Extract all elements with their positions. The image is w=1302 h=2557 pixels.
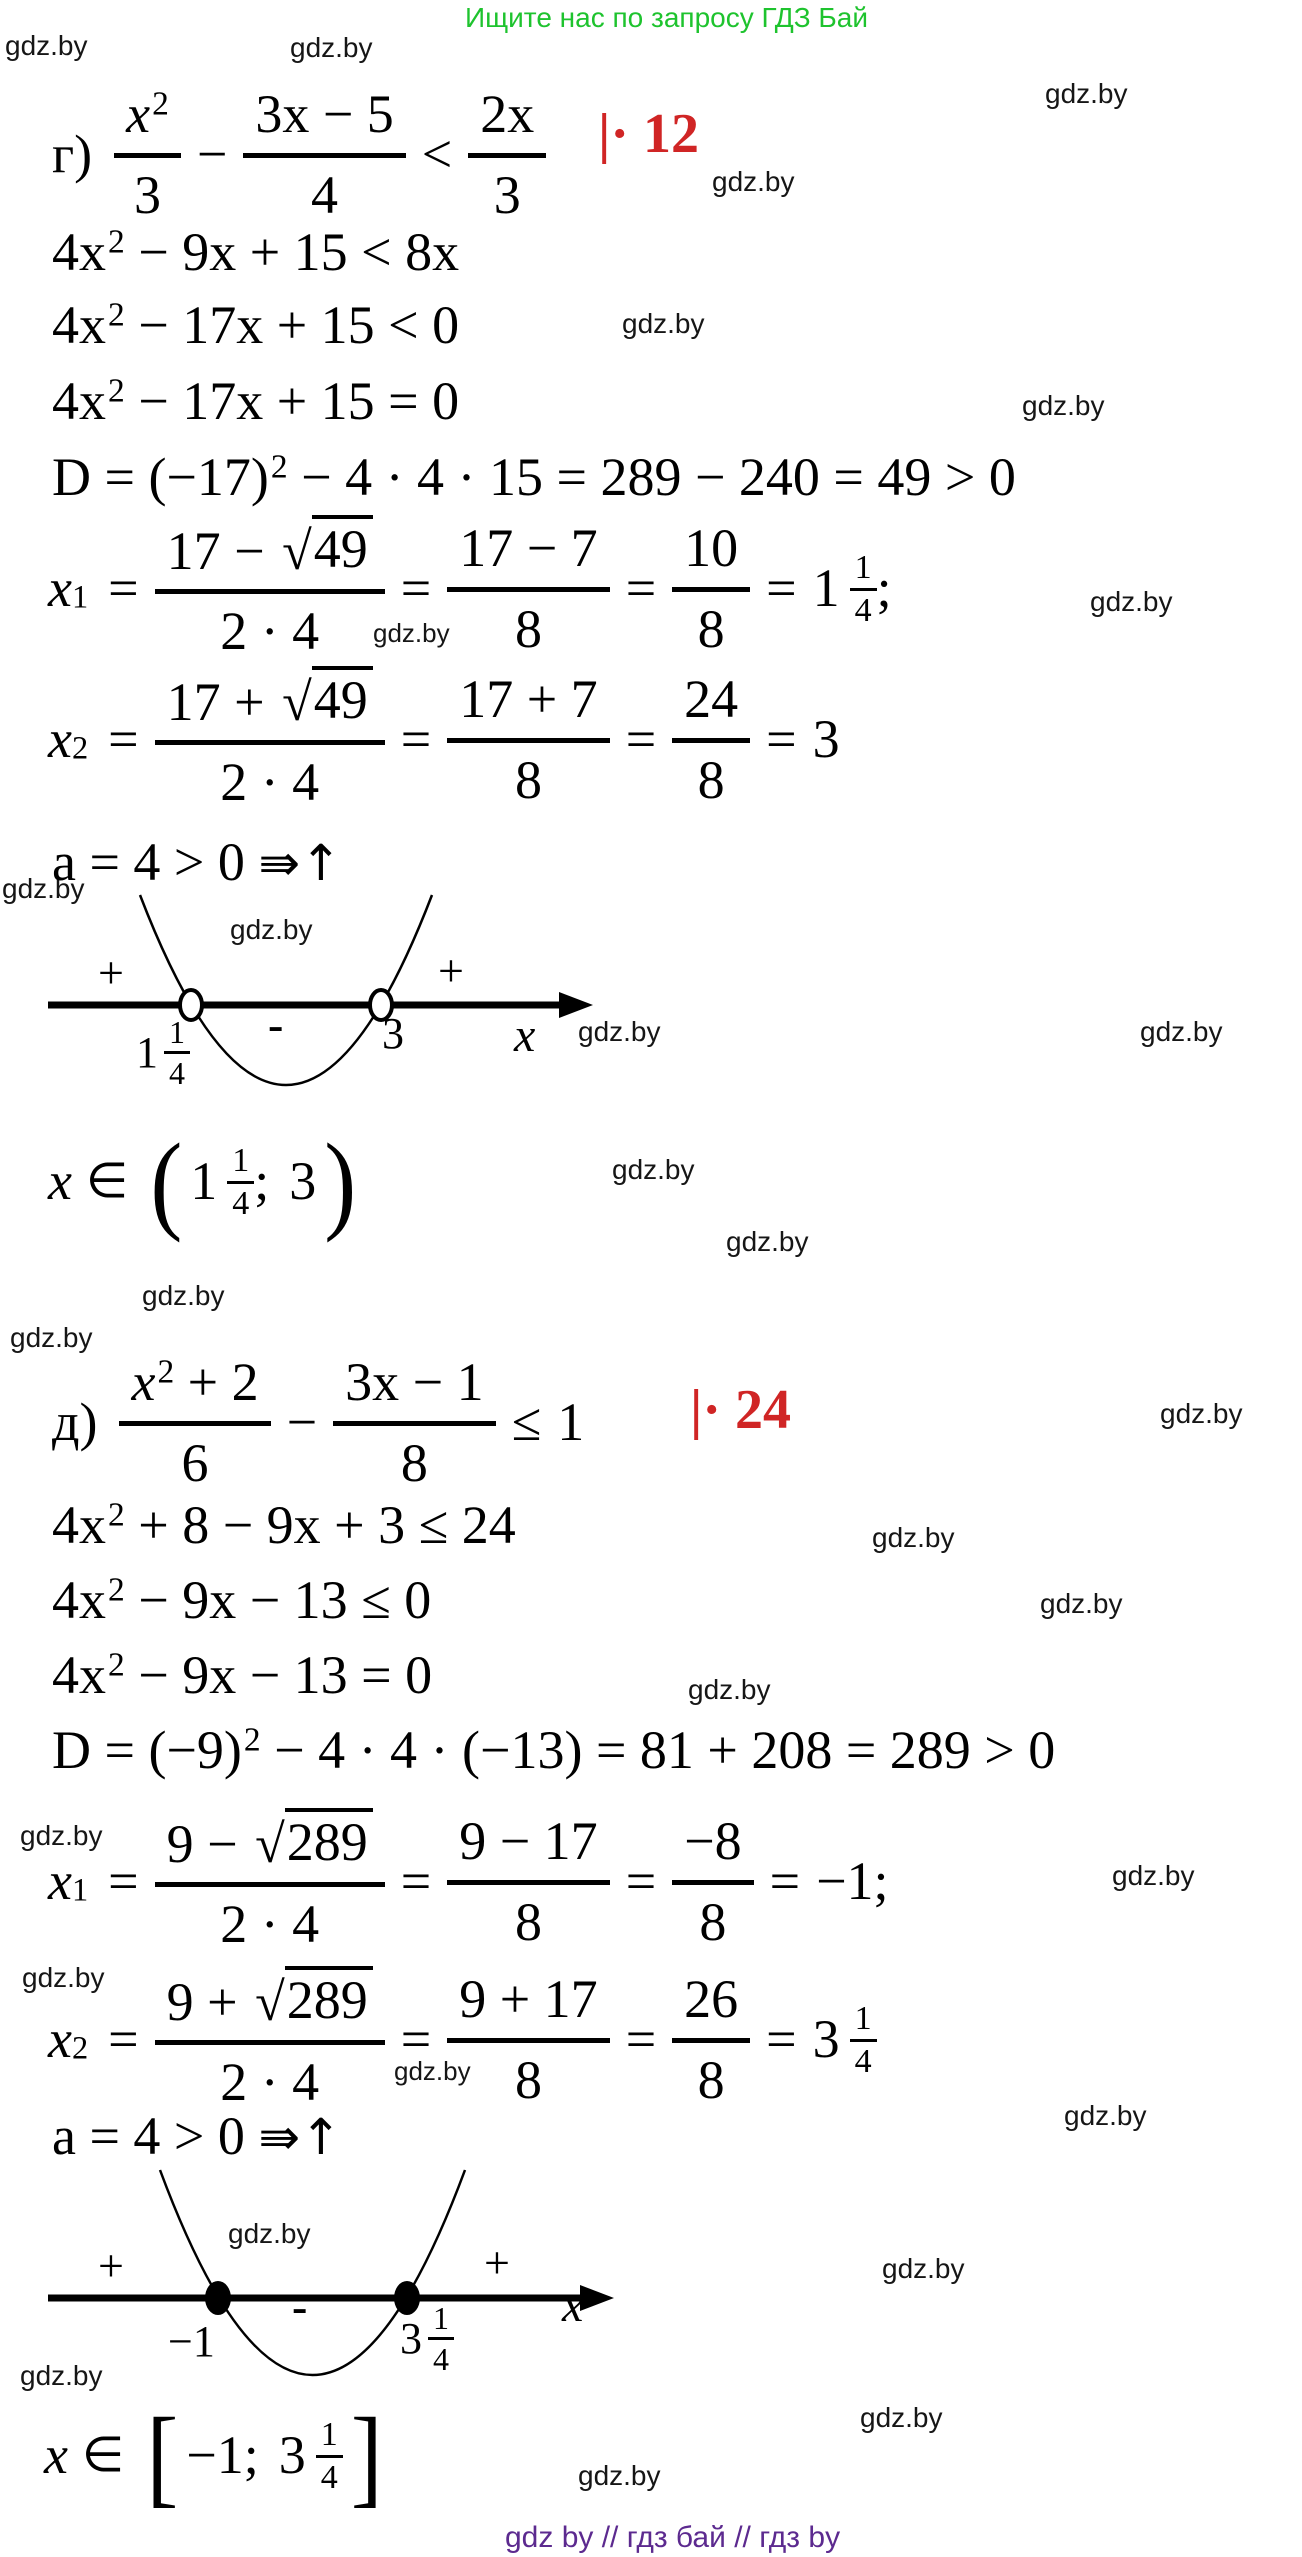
element-of-symbol: ∈ <box>81 2427 125 2484</box>
g-label: г) <box>52 124 93 185</box>
minus-op: − <box>196 124 228 185</box>
d-fraction-1: $\frac{x2 + 2}{6}$ <box>119 1353 270 1493</box>
d-step-inequality: 4x2 − 9x − 13 ≤ 0 <box>52 1570 432 1630</box>
d-multiply-annotation: |· 24 <box>690 1379 792 1441</box>
mixed-fraction: 1 4 <box>316 2418 343 2495</box>
gdz-watermark: gdz.by <box>142 1280 225 1311</box>
g-root-left-label: 1 1 4 <box>136 1016 190 1089</box>
gdz-watermark: gdz.by <box>578 2460 661 2491</box>
g-plus-right: + <box>438 945 464 996</box>
g-x2-line: x 2 = $\frac{17 + √49}{2 \cdot 4}$ = $\frac{17 + 7}{8}$ = $\frac{24}{8}$ = 3 <box>48 666 840 814</box>
gdz-watermark: gdz.by <box>688 1674 771 1705</box>
g-root-right-label: 3 <box>382 1009 404 1058</box>
d-parabola-direction: a = 4 > 0 ⇛↑ <box>52 2106 342 2166</box>
gdz-watermark: gdz.by <box>1140 1016 1223 1047</box>
g-minus-zone: - <box>268 999 284 1050</box>
radical-sign: √ <box>255 1971 285 2032</box>
g-multiply-annotation: |· 12 <box>598 103 700 165</box>
close-bracket: ] <box>350 2393 383 2517</box>
gdz-watermark: gdz.by <box>872 1522 955 1553</box>
d-answer: x ∈ [ −1 ; 3 1 4 ] <box>44 2393 383 2517</box>
element-of-symbol: ∈ <box>85 1153 129 1210</box>
d-x1-line: x 1 = $\frac{9 - √289}{2 \cdot 4}$ = $\frac{9 - 17}{8}$ = $\frac{-8}{8}$ = −1; <box>48 1808 889 1956</box>
gdz-watermark: gdz.by <box>1064 2100 1147 2131</box>
mixed-fraction: 1 4 <box>850 551 877 628</box>
d-step-equation: 4x2 − 9x − 13 = 0 <box>52 1645 433 1705</box>
gdz-watermark: gdz.by <box>10 1322 93 1353</box>
gdz-watermark: gdz.by <box>22 1962 105 1993</box>
gdz-watermark: gdz.by <box>5 30 88 61</box>
g-sign-diagram <box>30 890 650 1110</box>
d-discriminant-line: D = (−9)2 − 4 · 4 · (−13) = 81 + 208 = 289 > 0 <box>52 1720 1056 1780</box>
g-plus-left: + <box>98 947 124 998</box>
gdz-watermark: gdz.by <box>1160 1398 1243 1429</box>
g-discriminant-line: D = (−17)2 − 4 · 4 · 15 = 289 − 240 = 49 > 0 <box>52 447 1016 507</box>
g-step-inequality: 4x2 − 17x + 15 < 0 <box>52 295 460 355</box>
gdz-watermark: gdz.by <box>1045 78 1128 109</box>
close-paren: ) <box>324 1119 357 1243</box>
g-fraction-1: $\frac{x2}{3}$ <box>114 85 181 225</box>
gdz-watermark: gdz.by <box>622 308 705 339</box>
gdz-watermark: gdz.by <box>373 618 450 648</box>
radical-sign: √ <box>282 671 312 732</box>
g-parabola-direction: a = 4 > 0 ⇛↑ <box>52 832 342 892</box>
d-inequality-line: д) $\frac{x2 + 2}{6}$ − $\frac{3x - 1}{8}$ ≤ 1 <box>52 1352 585 1493</box>
open-paren: ( <box>150 1119 183 1243</box>
implies-up-arrow: ⇛↑ <box>258 834 342 892</box>
minus-op: − <box>286 1392 318 1453</box>
implies-up-arrow: ⇛↑ <box>258 2108 342 2166</box>
gdz-watermark: gdz.by <box>230 914 313 945</box>
axis-arrowhead <box>580 2285 614 2311</box>
d-fraction-2: $\frac{3x - 1}{8}$ <box>333 1353 495 1493</box>
g-step-expand: 4x2 − 9x + 15 < 8x <box>52 222 460 282</box>
filled-root-marker <box>205 2281 231 2315</box>
d-axis-label: x <box>562 2279 584 2332</box>
radical-sign: √ <box>282 520 312 581</box>
mixed-fraction: 1 4 <box>227 1144 254 1221</box>
gdz-watermark: gdz.by <box>228 2218 311 2249</box>
gdz-watermark: gdz.by <box>1040 1588 1123 1619</box>
d-label: д) <box>52 1392 98 1453</box>
less-than-op: < <box>421 124 453 185</box>
axis-arrowhead <box>559 992 593 1018</box>
d-plus-right: + <box>484 2237 510 2288</box>
gdz-watermark: gdz.by <box>20 1820 103 1851</box>
promo-banner: Ищите нас по запросу ГДЗ Бай <box>465 2 869 33</box>
g-inequality-line <box>52 80 546 230</box>
g-fraction-3: $\frac{2x}{3}$ <box>468 85 546 225</box>
g-x1-line: x 1 = $\frac{17 - √49}{2 \cdot 4}$ = $\frac{17 - 7}{8}$ = $\frac{10}{8}$ = 1 1 4 ; <box>48 515 892 663</box>
gdz-watermark: gdz.by <box>1112 1860 1195 1891</box>
gdz-watermark: gdz.by <box>20 2360 103 2391</box>
gdz-watermark: gdz.by <box>726 1226 809 1257</box>
gdz-watermark: gdz.by <box>578 1016 661 1047</box>
g-answer: x ∈ ( 1 1 4 ; 3 ) <box>48 1119 357 1243</box>
gdz-watermark: gdz.by <box>612 1154 695 1185</box>
d-x2-line: x 2 = $\frac{9 + √289}{2 \cdot 4}$ = $\frac{9 + 17}{8}$ = $\frac{26}{8}$ = 3 1 4 <box>48 1966 877 2114</box>
d-minus-zone: - <box>292 2281 308 2332</box>
gdz-watermark: gdz.by <box>1090 586 1173 617</box>
gdz-watermark: gdz.by <box>712 166 795 197</box>
d-plus-left: + <box>98 2240 124 2291</box>
d-root-right-label: 3 1 4 <box>400 2302 454 2375</box>
g-step-equation: 4x2 − 17x + 15 = 0 <box>52 371 460 431</box>
gdz-watermark: gdz.by <box>290 32 373 63</box>
d-step-expand: 4x2 + 8 − 9x + 3 ≤ 24 <box>52 1495 516 1555</box>
g-fraction-2: $\frac{3x - 5}{4}$ <box>243 85 405 225</box>
g-axis-label: x <box>514 1009 536 1062</box>
gdz-watermark: gdz.by <box>860 2402 943 2433</box>
open-bracket: [ <box>146 2393 179 2517</box>
gdz-watermark: gdz.by <box>394 2056 471 2086</box>
radical-sign: √ <box>255 1813 285 1874</box>
gdz-watermark: gdz.by <box>1022 390 1105 421</box>
mixed-fraction: 1 4 <box>850 2002 877 2079</box>
leq-op: ≤ <box>511 1392 542 1453</box>
gdz-watermark: gdz.by <box>2 873 85 904</box>
d-root-left-label: −1 <box>168 2317 215 2366</box>
gdz-watermark: gdz.by <box>882 2253 965 2284</box>
footer-watermark: gdz by // гдз бай // гдз by <box>505 2521 841 2554</box>
